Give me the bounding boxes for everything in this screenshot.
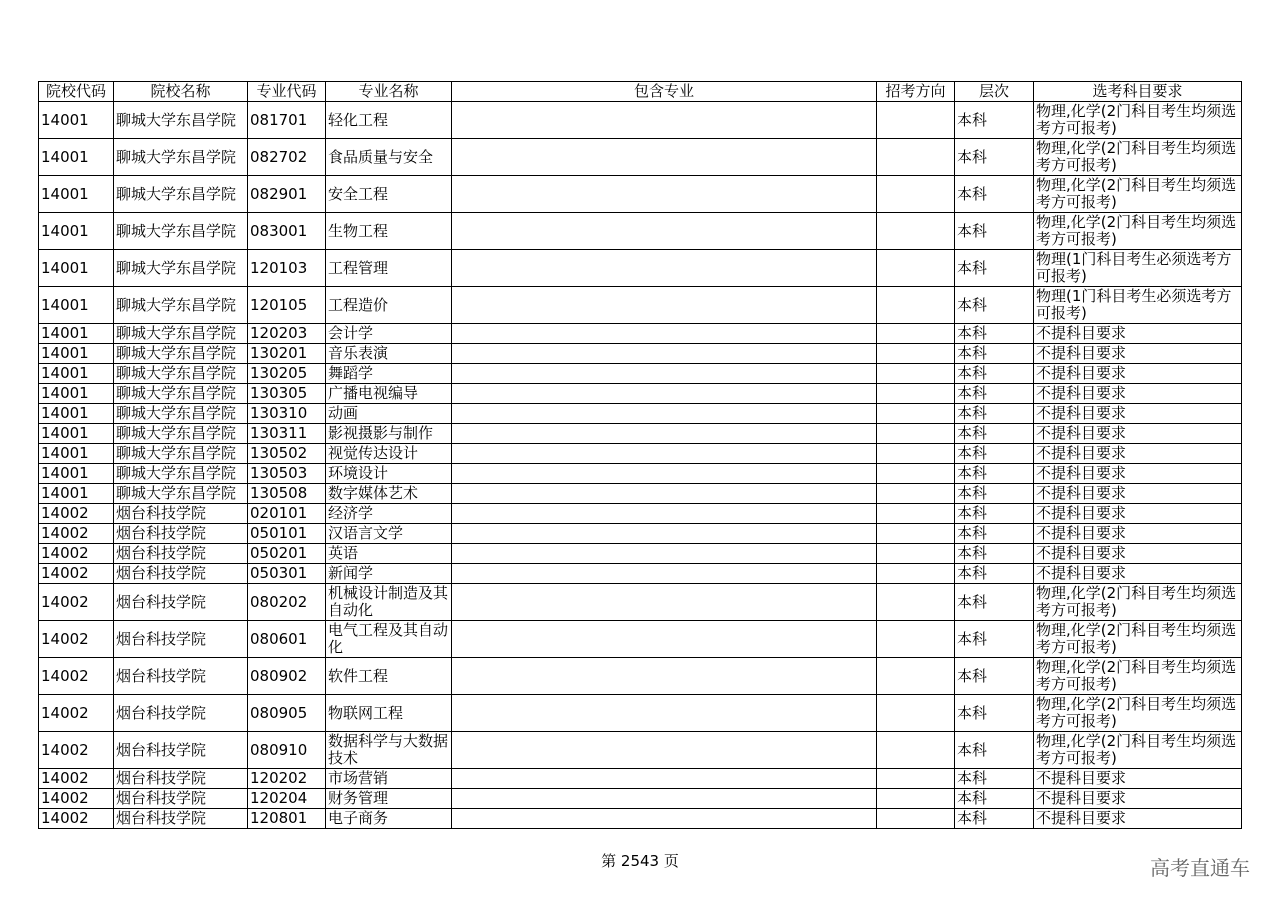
table-row bbox=[39, 564, 1242, 584]
cell-included-majors bbox=[452, 769, 877, 789]
cell-school-name: 聊城大学东昌学院 bbox=[114, 404, 248, 424]
cell-major-name: 舞蹈学 bbox=[326, 364, 452, 384]
cell-major-name: 物联网工程 bbox=[326, 695, 452, 732]
cell-school-name: 聊城大学东昌学院 bbox=[114, 444, 248, 464]
cell-subject-requirement: 不提科目要求 bbox=[1034, 464, 1242, 484]
cell-direction bbox=[877, 658, 955, 695]
table-row bbox=[39, 424, 1242, 444]
cell-level: 本科 bbox=[955, 584, 1034, 621]
cell-school-code: 14002 bbox=[39, 809, 114, 829]
cell-major-code: 130508 bbox=[248, 484, 326, 504]
cell-major-name: 音乐表演 bbox=[326, 344, 452, 364]
cell-included-majors bbox=[452, 287, 877, 324]
cell-major-name: 数据科学与大数据技术 bbox=[326, 732, 452, 769]
cell-direction bbox=[877, 789, 955, 809]
cell-included-majors bbox=[452, 484, 877, 504]
cell-major-name: 工程管理 bbox=[326, 250, 452, 287]
cell-school-code: 14001 bbox=[39, 364, 114, 384]
cell-major-code: 082702 bbox=[248, 139, 326, 176]
cell-included-majors bbox=[452, 732, 877, 769]
cell-direction bbox=[877, 344, 955, 364]
cell-subject-requirement: 物理,化学(2门科目考生均须选考方可报考) bbox=[1034, 139, 1242, 176]
cell-school-name: 烟台科技学院 bbox=[114, 504, 248, 524]
header-direction: 招考方向 bbox=[877, 82, 955, 102]
cell-major-code: 120103 bbox=[248, 250, 326, 287]
cell-school-name: 聊城大学东昌学院 bbox=[114, 250, 248, 287]
cell-subject-requirement: 不提科目要求 bbox=[1034, 544, 1242, 564]
cell-included-majors bbox=[452, 809, 877, 829]
cell-major-code: 130205 bbox=[248, 364, 326, 384]
cell-level: 本科 bbox=[955, 658, 1034, 695]
cell-school-code: 14002 bbox=[39, 544, 114, 564]
cell-school-code: 14001 bbox=[39, 102, 114, 139]
cell-major-code: 130310 bbox=[248, 404, 326, 424]
cell-major-code: 080202 bbox=[248, 584, 326, 621]
cell-included-majors bbox=[452, 344, 877, 364]
cell-included-majors bbox=[452, 564, 877, 584]
cell-major-name: 轻化工程 bbox=[326, 102, 452, 139]
cell-direction bbox=[877, 564, 955, 584]
cell-major-name: 动画 bbox=[326, 404, 452, 424]
cell-included-majors bbox=[452, 695, 877, 732]
cell-major-code: 080601 bbox=[248, 621, 326, 658]
cell-major-name: 数字媒体艺术 bbox=[326, 484, 452, 504]
table-row bbox=[39, 584, 1242, 621]
cell-level: 本科 bbox=[955, 250, 1034, 287]
cell-level: 本科 bbox=[955, 324, 1034, 344]
cell-included-majors bbox=[452, 544, 877, 564]
cell-major-code: 082901 bbox=[248, 176, 326, 213]
cell-school-name: 聊城大学东昌学院 bbox=[114, 102, 248, 139]
cell-school-name: 烟台科技学院 bbox=[114, 564, 248, 584]
cell-school-name: 烟台科技学院 bbox=[114, 732, 248, 769]
cell-subject-requirement: 物理(1门科目考生必须选考方可报考) bbox=[1034, 250, 1242, 287]
table-row bbox=[39, 250, 1242, 287]
cell-school-code: 14001 bbox=[39, 344, 114, 364]
cell-major-code: 081701 bbox=[248, 102, 326, 139]
table-row bbox=[39, 139, 1242, 176]
cell-included-majors bbox=[452, 504, 877, 524]
cell-major-code: 080902 bbox=[248, 658, 326, 695]
cell-school-name: 聊城大学东昌学院 bbox=[114, 464, 248, 484]
cell-included-majors bbox=[452, 213, 877, 250]
cell-direction bbox=[877, 139, 955, 176]
cell-school-name: 聊城大学东昌学院 bbox=[114, 364, 248, 384]
cell-major-name: 经济学 bbox=[326, 504, 452, 524]
cell-school-code: 14001 bbox=[39, 444, 114, 464]
cell-school-name: 聊城大学东昌学院 bbox=[114, 424, 248, 444]
cell-subject-requirement: 不提科目要求 bbox=[1034, 504, 1242, 524]
cell-included-majors bbox=[452, 424, 877, 444]
cell-major-name: 电子商务 bbox=[326, 809, 452, 829]
cell-level: 本科 bbox=[955, 769, 1034, 789]
cell-subject-requirement: 不提科目要求 bbox=[1034, 444, 1242, 464]
cell-school-name: 烟台科技学院 bbox=[114, 809, 248, 829]
cell-school-name: 烟台科技学院 bbox=[114, 524, 248, 544]
cell-level: 本科 bbox=[955, 139, 1034, 176]
cell-subject-requirement: 不提科目要求 bbox=[1034, 789, 1242, 809]
cell-included-majors bbox=[452, 102, 877, 139]
cell-direction bbox=[877, 384, 955, 404]
cell-direction bbox=[877, 504, 955, 524]
cell-subject-requirement: 不提科目要求 bbox=[1034, 344, 1242, 364]
cell-subject-requirement: 物理,化学(2门科目考生均须选考方可报考) bbox=[1034, 621, 1242, 658]
cell-school-code: 14001 bbox=[39, 464, 114, 484]
cell-major-name: 食品质量与安全 bbox=[326, 139, 452, 176]
cell-school-code: 14001 bbox=[39, 176, 114, 213]
cell-school-name: 烟台科技学院 bbox=[114, 544, 248, 564]
cell-major-name: 会计学 bbox=[326, 324, 452, 344]
cell-major-code: 120801 bbox=[248, 809, 326, 829]
cell-level: 本科 bbox=[955, 564, 1034, 584]
table-body bbox=[39, 102, 1242, 829]
cell-level: 本科 bbox=[955, 789, 1034, 809]
table-row bbox=[39, 102, 1242, 139]
cell-subject-requirement: 不提科目要求 bbox=[1034, 404, 1242, 424]
cell-level: 本科 bbox=[955, 484, 1034, 504]
cell-level: 本科 bbox=[955, 287, 1034, 324]
cell-level: 本科 bbox=[955, 424, 1034, 444]
cell-subject-requirement: 不提科目要求 bbox=[1034, 484, 1242, 504]
cell-school-code: 14001 bbox=[39, 384, 114, 404]
page-number: 第 2543 页 bbox=[601, 852, 679, 870]
header-level: 层次 bbox=[955, 82, 1034, 102]
table-row bbox=[39, 789, 1242, 809]
cell-school-name: 聊城大学东昌学院 bbox=[114, 139, 248, 176]
table-row bbox=[39, 504, 1242, 524]
cell-major-name: 生物工程 bbox=[326, 213, 452, 250]
cell-direction bbox=[877, 102, 955, 139]
cell-school-code: 14001 bbox=[39, 213, 114, 250]
cell-school-name: 烟台科技学院 bbox=[114, 584, 248, 621]
cell-major-name: 英语 bbox=[326, 544, 452, 564]
cell-included-majors bbox=[452, 524, 877, 544]
table-row bbox=[39, 484, 1242, 504]
cell-major-name: 电气工程及其自动化 bbox=[326, 621, 452, 658]
cell-level: 本科 bbox=[955, 102, 1034, 139]
cell-school-code: 14002 bbox=[39, 695, 114, 732]
cell-included-majors bbox=[452, 384, 877, 404]
cell-level: 本科 bbox=[955, 384, 1034, 404]
cell-level: 本科 bbox=[955, 504, 1034, 524]
cell-major-name: 视觉传达设计 bbox=[326, 444, 452, 464]
cell-subject-requirement: 不提科目要求 bbox=[1034, 324, 1242, 344]
table-row bbox=[39, 769, 1242, 789]
cell-school-code: 14002 bbox=[39, 564, 114, 584]
cell-subject-requirement: 不提科目要求 bbox=[1034, 769, 1242, 789]
cell-included-majors bbox=[452, 658, 877, 695]
cell-included-majors bbox=[452, 464, 877, 484]
cell-subject-requirement: 不提科目要求 bbox=[1034, 564, 1242, 584]
cell-major-code: 130502 bbox=[248, 444, 326, 464]
table-row bbox=[39, 809, 1242, 829]
cell-school-code: 14001 bbox=[39, 424, 114, 444]
cell-direction bbox=[877, 809, 955, 829]
cell-included-majors bbox=[452, 324, 877, 344]
cell-major-name: 广播电视编导 bbox=[326, 384, 452, 404]
cell-included-majors bbox=[452, 444, 877, 464]
cell-direction bbox=[877, 695, 955, 732]
cell-direction bbox=[877, 464, 955, 484]
cell-subject-requirement: 物理,化学(2门科目考生均须选考方可报考) bbox=[1034, 176, 1242, 213]
cell-school-code: 14002 bbox=[39, 732, 114, 769]
table-row bbox=[39, 213, 1242, 250]
cell-level: 本科 bbox=[955, 695, 1034, 732]
cell-level: 本科 bbox=[955, 364, 1034, 384]
cell-subject-requirement: 物理(1门科目考生必须选考方可报考) bbox=[1034, 287, 1242, 324]
table-row bbox=[39, 176, 1242, 213]
cell-major-name: 市场营销 bbox=[326, 769, 452, 789]
cell-direction bbox=[877, 250, 955, 287]
cell-school-code: 14001 bbox=[39, 139, 114, 176]
cell-school-name: 聊城大学东昌学院 bbox=[114, 324, 248, 344]
cell-school-name: 烟台科技学院 bbox=[114, 769, 248, 789]
cell-included-majors bbox=[452, 404, 877, 424]
cell-school-name: 烟台科技学院 bbox=[114, 621, 248, 658]
cell-subject-requirement: 不提科目要求 bbox=[1034, 364, 1242, 384]
cell-school-name: 烟台科技学院 bbox=[114, 658, 248, 695]
cell-major-code: 130201 bbox=[248, 344, 326, 364]
admission-table bbox=[38, 81, 1242, 829]
cell-direction bbox=[877, 544, 955, 564]
cell-direction bbox=[877, 324, 955, 344]
cell-direction bbox=[877, 732, 955, 769]
watermark-text: 高考直通车 bbox=[1150, 856, 1250, 880]
table-row bbox=[39, 344, 1242, 364]
cell-subject-requirement: 物理,化学(2门科目考生均须选考方可报考) bbox=[1034, 732, 1242, 769]
cell-school-code: 14002 bbox=[39, 524, 114, 544]
cell-major-code: 120202 bbox=[248, 769, 326, 789]
cell-school-code: 14001 bbox=[39, 484, 114, 504]
cell-major-name: 汉语言文学 bbox=[326, 524, 452, 544]
cell-subject-requirement: 不提科目要求 bbox=[1034, 424, 1242, 444]
table-row bbox=[39, 464, 1242, 484]
header-school-name: 院校名称 bbox=[114, 82, 248, 102]
cell-major-code: 120203 bbox=[248, 324, 326, 344]
table-row bbox=[39, 404, 1242, 424]
cell-major-name: 软件工程 bbox=[326, 658, 452, 695]
cell-subject-requirement: 物理,化学(2门科目考生均须选考方可报考) bbox=[1034, 695, 1242, 732]
table-row bbox=[39, 324, 1242, 344]
cell-direction bbox=[877, 484, 955, 504]
cell-direction bbox=[877, 524, 955, 544]
cell-direction bbox=[877, 287, 955, 324]
cell-level: 本科 bbox=[955, 344, 1034, 364]
cell-direction bbox=[877, 364, 955, 384]
cell-level: 本科 bbox=[955, 732, 1034, 769]
cell-school-code: 14001 bbox=[39, 324, 114, 344]
cell-level: 本科 bbox=[955, 404, 1034, 424]
cell-subject-requirement: 不提科目要求 bbox=[1034, 384, 1242, 404]
cell-major-name: 安全工程 bbox=[326, 176, 452, 213]
cell-major-name: 新闻学 bbox=[326, 564, 452, 584]
cell-included-majors bbox=[452, 789, 877, 809]
cell-direction bbox=[877, 213, 955, 250]
cell-major-code: 130305 bbox=[248, 384, 326, 404]
cell-major-code: 050101 bbox=[248, 524, 326, 544]
header-school-code: 院校代码 bbox=[39, 82, 114, 102]
cell-school-name: 聊城大学东昌学院 bbox=[114, 213, 248, 250]
table-row bbox=[39, 384, 1242, 404]
cell-school-code: 14002 bbox=[39, 621, 114, 658]
cell-included-majors bbox=[452, 621, 877, 658]
cell-school-name: 聊城大学东昌学院 bbox=[114, 484, 248, 504]
cell-school-name: 聊城大学东昌学院 bbox=[114, 344, 248, 364]
table-row bbox=[39, 524, 1242, 544]
header-subject-requirement: 选考科目要求 bbox=[1034, 82, 1242, 102]
cell-school-code: 14001 bbox=[39, 404, 114, 424]
table-row bbox=[39, 444, 1242, 464]
cell-major-code: 120105 bbox=[248, 287, 326, 324]
cell-level: 本科 bbox=[955, 621, 1034, 658]
table-header-row bbox=[39, 82, 1242, 102]
cell-major-code: 083001 bbox=[248, 213, 326, 250]
cell-school-code: 14002 bbox=[39, 584, 114, 621]
cell-major-code: 080910 bbox=[248, 732, 326, 769]
cell-school-code: 14002 bbox=[39, 504, 114, 524]
cell-major-code: 130311 bbox=[248, 424, 326, 444]
cell-school-name: 烟台科技学院 bbox=[114, 789, 248, 809]
cell-school-name: 烟台科技学院 bbox=[114, 695, 248, 732]
header-major-name: 专业名称 bbox=[326, 82, 452, 102]
cell-included-majors bbox=[452, 250, 877, 287]
cell-major-code: 050301 bbox=[248, 564, 326, 584]
cell-school-name: 聊城大学东昌学院 bbox=[114, 287, 248, 324]
table-row bbox=[39, 621, 1242, 658]
cell-school-code: 14001 bbox=[39, 287, 114, 324]
cell-direction bbox=[877, 176, 955, 213]
cell-direction bbox=[877, 404, 955, 424]
cell-direction bbox=[877, 769, 955, 789]
cell-school-code: 14002 bbox=[39, 658, 114, 695]
cell-subject-requirement: 物理,化学(2门科目考生均须选考方可报考) bbox=[1034, 102, 1242, 139]
cell-school-name: 聊城大学东昌学院 bbox=[114, 176, 248, 213]
cell-direction bbox=[877, 621, 955, 658]
table-row bbox=[39, 544, 1242, 564]
cell-subject-requirement: 物理,化学(2门科目考生均须选考方可报考) bbox=[1034, 658, 1242, 695]
cell-major-code: 050201 bbox=[248, 544, 326, 564]
cell-level: 本科 bbox=[955, 524, 1034, 544]
cell-major-name: 财务管理 bbox=[326, 789, 452, 809]
cell-level: 本科 bbox=[955, 809, 1034, 829]
table-row bbox=[39, 695, 1242, 732]
table-row bbox=[39, 287, 1242, 324]
cell-direction bbox=[877, 584, 955, 621]
cell-major-name: 机械设计制造及其自动化 bbox=[326, 584, 452, 621]
cell-major-code: 080905 bbox=[248, 695, 326, 732]
cell-subject-requirement: 物理,化学(2门科目考生均须选考方可报考) bbox=[1034, 213, 1242, 250]
cell-school-name: 聊城大学东昌学院 bbox=[114, 384, 248, 404]
cell-level: 本科 bbox=[955, 544, 1034, 564]
table-row bbox=[39, 658, 1242, 695]
header-major-code: 专业代码 bbox=[248, 82, 326, 102]
cell-major-name: 环境设计 bbox=[326, 464, 452, 484]
cell-included-majors bbox=[452, 176, 877, 213]
cell-included-majors bbox=[452, 139, 877, 176]
cell-major-name: 影视摄影与制作 bbox=[326, 424, 452, 444]
cell-school-code: 14002 bbox=[39, 769, 114, 789]
cell-subject-requirement: 不提科目要求 bbox=[1034, 809, 1242, 829]
cell-direction bbox=[877, 444, 955, 464]
cell-level: 本科 bbox=[955, 213, 1034, 250]
cell-level: 本科 bbox=[955, 464, 1034, 484]
cell-level: 本科 bbox=[955, 444, 1034, 464]
header-included-majors: 包含专业 bbox=[452, 82, 877, 102]
cell-major-code: 020101 bbox=[248, 504, 326, 524]
cell-direction bbox=[877, 424, 955, 444]
cell-included-majors bbox=[452, 364, 877, 384]
cell-major-name: 工程造价 bbox=[326, 287, 452, 324]
cell-level: 本科 bbox=[955, 176, 1034, 213]
cell-subject-requirement: 不提科目要求 bbox=[1034, 524, 1242, 544]
table-row bbox=[39, 732, 1242, 769]
table-row bbox=[39, 364, 1242, 384]
cell-major-code: 130503 bbox=[248, 464, 326, 484]
cell-major-code: 120204 bbox=[248, 789, 326, 809]
cell-subject-requirement: 物理,化学(2门科目考生均须选考方可报考) bbox=[1034, 584, 1242, 621]
cell-school-code: 14001 bbox=[39, 250, 114, 287]
cell-included-majors bbox=[452, 584, 877, 621]
cell-school-code: 14002 bbox=[39, 789, 114, 809]
